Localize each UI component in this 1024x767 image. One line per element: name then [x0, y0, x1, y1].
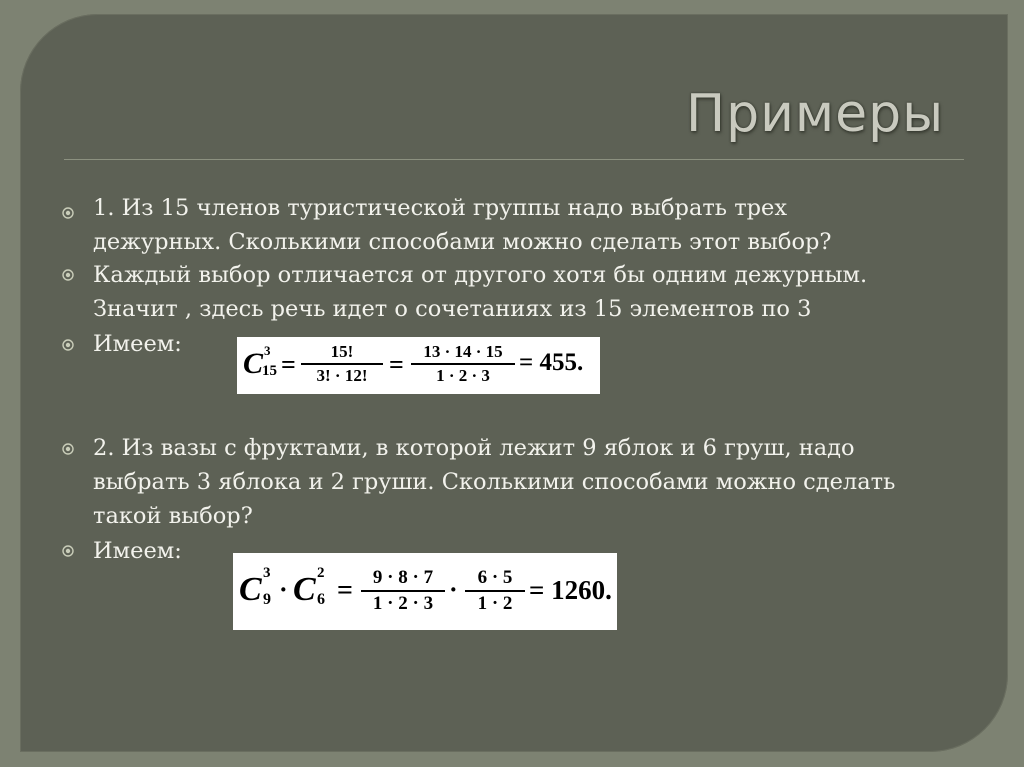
formula-2-sup2: 2	[317, 565, 325, 581]
item-2-line-2: Значит , здесь речь идет о сочетаниях из 15 элементов по 3	[93, 296, 812, 322]
formula-1-image	[237, 337, 600, 394]
formula-1-result: = 455.	[519, 349, 584, 376]
formula-2-fraction-2	[465, 567, 525, 615]
formula-2-dot: ·	[279, 575, 288, 604]
item-1-line-1: 1. Из 15 членов туристической группы надо выбрать трех	[93, 195, 788, 221]
formula-1-frac2-num: 13 · 14 · 15	[423, 342, 503, 361]
formula-1-eq2: =	[389, 350, 404, 379]
fraction-bar	[301, 363, 383, 365]
bullet-icon	[62, 443, 74, 455]
formula-1-frac2-den: 1 · 2 · 3	[436, 366, 490, 385]
fraction-bar	[465, 590, 525, 592]
item-2-line-1: Каждый выбор отличается от другого хотя бы одним дежурным.	[93, 262, 868, 288]
formula-2-c1: C	[239, 571, 262, 608]
bullet-icon	[62, 545, 74, 557]
formula-2-frac1-den: 1 · 2 · 3	[372, 593, 434, 614]
item-4-line-1: 2. Из вазы с фруктами, в которой лежит 9 яблок и 6 груш, надо	[93, 435, 855, 461]
formula-2-fraction-1	[361, 567, 445, 615]
formula-1-c: C	[243, 347, 264, 380]
formula-2-frac1-num: 9 · 8 · 7	[372, 567, 434, 588]
formula-1-fraction-1	[301, 342, 383, 386]
bullet-icon	[62, 269, 74, 281]
fraction-bar	[361, 590, 445, 592]
formula-2-sub1: 9	[263, 591, 271, 608]
formula-2-result: = 1260.	[529, 575, 612, 605]
item-5-line-1: Имеем:	[93, 538, 182, 564]
item-3-line-1: Имеем:	[93, 331, 182, 357]
formula-2-sup1: 3	[263, 565, 271, 581]
formula-1-frac1-den: 3! · 12!	[316, 366, 368, 385]
formula-1-fraction-2	[411, 342, 515, 386]
title-divider	[64, 159, 964, 160]
formula-1-frac1-num: 15!	[330, 342, 354, 361]
item-1-line-2: дежурных. Сколькими способами можно сделать этот выбор?	[93, 229, 832, 255]
formula-2-c2: C	[293, 571, 316, 608]
formula-1-sub: 15	[262, 363, 277, 379]
item-4-line-2: выбрать 3 яблока и 2 груши. Сколькими способами можно сделать	[93, 469, 896, 495]
slide-title: Примеры	[686, 84, 945, 144]
formula-2-frac2-num: 6 · 5	[477, 567, 513, 588]
formula-2-image	[233, 553, 617, 630]
formula-2-eq1: =	[337, 575, 353, 606]
bullet-icon	[62, 339, 74, 351]
formula-2-dot2: ·	[449, 575, 458, 604]
formula-1-sup: 3	[264, 343, 271, 358]
item-4-line-3: такой выбор?	[93, 503, 253, 529]
bullet-icon	[62, 207, 74, 219]
fraction-bar	[411, 363, 515, 365]
formula-2-sub2: 6	[317, 591, 325, 608]
formula-1-eq1: =	[281, 350, 296, 379]
formula-2-frac2-den: 1 · 2	[477, 593, 513, 614]
